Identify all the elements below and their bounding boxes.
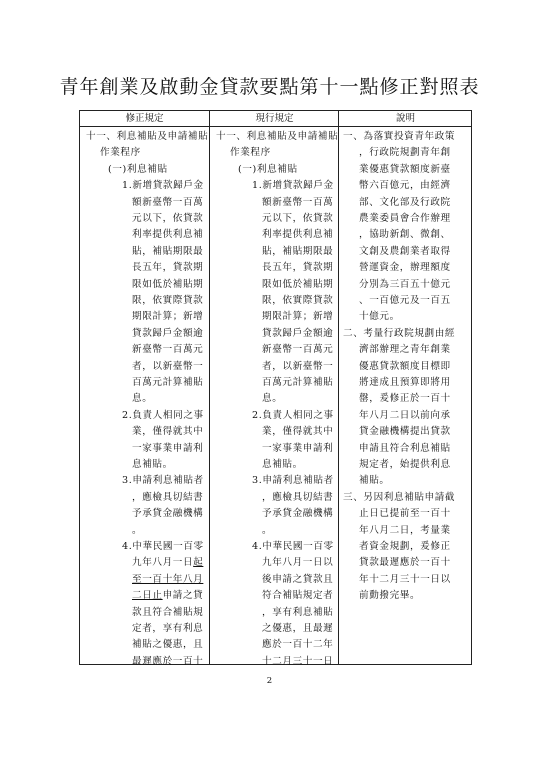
current-line-text: ，享有利息補貼: [262, 606, 334, 618]
note-line: [359, 557, 451, 568]
current-line: [262, 262, 333, 273]
current-line-text: 新臺幣一百萬元: [262, 344, 334, 356]
revised-line: [132, 623, 203, 634]
current-line-text: 予承貸金融機構: [262, 508, 334, 520]
revised-line-text: 利率提供利息補: [132, 229, 204, 241]
note-line-text: 三、另因利息補貼申請截: [343, 491, 456, 503]
current-line-text: 限如低於補貼期: [262, 278, 334, 290]
current-line-text: 九年八月一日以: [262, 557, 334, 569]
current-line: [252, 475, 334, 486]
note-line: [359, 279, 451, 290]
current-line: [238, 164, 298, 175]
current-line-text: 。: [262, 524, 273, 536]
revised-line-text: ，應檢具切結書: [132, 491, 204, 503]
revised-line-text: 業，僅得就其中: [132, 426, 204, 438]
current-line: [252, 541, 334, 552]
current-line: [262, 393, 282, 404]
revised-line-text: 作業程序: [100, 147, 141, 159]
revised-line: [132, 213, 203, 224]
current-line: [262, 328, 333, 339]
note-line: [359, 180, 451, 191]
revised-line: [122, 410, 204, 421]
current-line: [262, 508, 333, 519]
revised-line: [132, 361, 203, 372]
note-line-text: 一、為落實投資青年政策: [343, 131, 456, 142]
note-line-text: 業優惠貸款額度新臺: [359, 163, 451, 175]
revised-line-text: 息。: [132, 393, 153, 405]
current-line: [262, 426, 333, 437]
current-line: [230, 147, 271, 158]
revised-underlined-text: 二日止: [132, 590, 163, 602]
revised-line-text: 元以下，依貸款: [132, 213, 204, 224]
revised-line: [132, 377, 203, 388]
revised-underlined-text: 起: [193, 557, 204, 569]
page-title: 青年創業及啟動金貸款要點第十一點修正對照表: [59, 76, 480, 98]
note-line-text: 年十二月三十一日以: [359, 573, 451, 585]
current-line: [262, 574, 333, 585]
revised-line-text: 息補貼。: [132, 459, 173, 470]
note-line: [359, 525, 451, 536]
current-line-text: 期限計算；新增: [262, 311, 334, 323]
note-header: 說明: [339, 111, 472, 127]
note-line-text: 申請且符合利息補貼: [359, 442, 451, 454]
revised-line: [132, 262, 203, 273]
revised-line-text: 限，依實際貸款: [132, 295, 204, 306]
revised-line-text: 。: [132, 524, 143, 536]
current-line-text: 2.負責人相同之事: [252, 409, 334, 421]
note-line: [359, 197, 451, 208]
note-line: [359, 262, 451, 273]
note-line-text: 二、考量行政院規劃由經: [343, 327, 456, 339]
comparison-table: [79, 110, 472, 665]
current-line-text: 限，依實際貸款: [262, 295, 334, 306]
revised-header: 修正規定: [80, 111, 209, 127]
current-line-text: 長五年，貸款期: [262, 262, 334, 274]
revised-line-text: 申請之貸: [162, 590, 204, 602]
note-line: [359, 426, 451, 437]
revised-line: [122, 541, 204, 552]
note-line-text: 罄，爰修正於一百十: [359, 393, 451, 405]
current-line-text: 作業程序: [230, 147, 271, 159]
revised-line-text: 2.負責人相同之事: [122, 409, 204, 421]
note-line: [343, 328, 455, 339]
current-line-text: 十一、利息補貼及申請補貼: [216, 131, 339, 142]
revised-line-text: 期限計算；新增: [132, 311, 204, 323]
note-line-text: 將達成且預算即將用: [359, 377, 451, 388]
current-line-text: 百萬元計算補貼: [262, 377, 334, 388]
revised-line: [132, 426, 203, 437]
revised-line-text: 貸款歸戶金額逾: [132, 327, 204, 339]
revised-line-text: 定者，享有利息: [132, 623, 204, 634]
current-line: [252, 410, 334, 421]
current-line: [262, 525, 272, 536]
note-line: [359, 361, 451, 372]
current-line: [262, 607, 333, 618]
revised-line-text: (一)利息補貼: [108, 163, 168, 175]
current-line-text: 者，以新臺幣一: [262, 360, 334, 372]
revised-line-text: 1.新增貸款歸戶金: [122, 180, 204, 192]
note-line: [359, 475, 390, 486]
note-line: [359, 590, 420, 601]
current-line: [262, 213, 333, 224]
current-header: 現行規定: [210, 111, 339, 127]
note-column: [338, 111, 472, 664]
note-line: [359, 574, 451, 585]
current-line-text: 十二月三十一日: [262, 655, 334, 667]
current-line: [262, 590, 333, 601]
note-line-text: 前動撥完畢。: [359, 590, 421, 602]
revised-line-text: 予承貸金融機構: [132, 508, 204, 520]
revised-line-text: 百萬元計算補貼: [132, 377, 204, 388]
current-line-text: (一)利息補貼: [238, 163, 298, 175]
current-line: [262, 639, 333, 650]
current-line: [262, 311, 333, 322]
current-line: [262, 246, 333, 257]
note-line-text: 年八月二日，考量業: [359, 524, 451, 536]
revised-line: [132, 393, 152, 404]
revised-line: [132, 525, 142, 536]
revised-line: [132, 246, 203, 257]
note-line-text: 、一百億元及一百五: [359, 295, 451, 306]
note-line: [359, 443, 451, 454]
note-line: [359, 459, 451, 470]
revised-line-text: 額新臺幣一百萬: [132, 196, 204, 208]
note-line: [359, 246, 451, 257]
current-line-text: 應於一百十二年: [262, 639, 334, 651]
current-line: [262, 197, 333, 208]
note-line: [359, 410, 451, 421]
current-line-text: 4.中華民國一百零: [252, 541, 334, 552]
revised-line: [132, 508, 203, 519]
current-line-text: 利率提供利息補: [262, 229, 334, 241]
current-line-text: 3.申請利息補貼者: [252, 475, 334, 487]
note-line-text: 幣六百億元，由經濟: [359, 180, 451, 192]
revised-underlined-text: 至一百十年八月: [132, 573, 204, 585]
note-line-text: ，行政院規劃青年創: [359, 147, 451, 159]
note-line-text: 規定者，始提供利息: [359, 459, 451, 470]
current-line: [262, 443, 333, 454]
note-line-text: 優惠貸款額度目標即: [359, 360, 451, 372]
revised-line: [132, 229, 203, 240]
note-line-text: 止日已提前至一百十: [359, 508, 451, 520]
revised-line: [100, 147, 141, 158]
current-line: [262, 361, 333, 372]
note-line: [359, 344, 451, 355]
revised-line: [132, 590, 203, 601]
revised-line-text: 新臺幣一百萬元: [132, 344, 204, 356]
revised-line: [132, 279, 203, 290]
current-line-text: ，應檢具切結書: [262, 491, 334, 503]
revised-line-text: 十一、利息補貼及申請補貼: [86, 131, 209, 142]
note-line: [359, 147, 451, 158]
note-line: [343, 131, 455, 142]
current-line-text: 貼，補貼期限最: [262, 245, 334, 257]
current-line-text: 1.新增貸款歸戶金: [252, 180, 334, 192]
revised-line-text: 4.中華民國一百零: [122, 541, 204, 552]
note-line: [359, 393, 451, 404]
revised-line: [132, 443, 203, 454]
note-line: [359, 311, 400, 322]
current-line: [262, 377, 333, 388]
revised-line-text: 九年八月一日: [132, 557, 194, 569]
note-line-text: 者資金規劃，爰修正: [359, 541, 451, 552]
note-line: [359, 541, 451, 552]
revised-line: [132, 639, 203, 650]
revised-line-text: 貼，補貼期限最: [132, 245, 204, 257]
page-number: 2: [266, 676, 273, 686]
note-line-text: 部、文化部及行政院: [359, 196, 451, 208]
current-line: [262, 656, 333, 667]
current-line-text: 一家事業申請利: [262, 442, 334, 454]
note-line: [343, 492, 455, 503]
revised-line-text: 者，以新臺幣一: [132, 360, 204, 372]
revised-line-text: 款且符合補貼規: [132, 606, 204, 618]
note-line-text: 濟部辦理之青年創業: [359, 344, 451, 356]
revised-column: [80, 111, 209, 667]
current-line: [262, 623, 333, 634]
revised-line-text: 長五年，貸款期: [132, 262, 204, 274]
revised-line: [132, 459, 173, 470]
current-line: [262, 279, 333, 290]
current-line: [216, 131, 338, 142]
revised-line: [132, 607, 203, 618]
current-line-text: 符合補貼規定者: [262, 590, 334, 602]
note-line-text: 補貼。: [359, 475, 390, 487]
revised-line: [132, 492, 203, 503]
revised-line: [132, 197, 203, 208]
note-line: [359, 508, 451, 519]
current-line: [262, 295, 333, 306]
current-line: [262, 492, 333, 503]
current-line: [262, 459, 303, 470]
note-line-text: 年八月二日以前向承: [359, 409, 451, 421]
note-line-text: 營運資金，辦理額度: [359, 262, 451, 274]
note-line-text: ，協助新創、微創、: [359, 229, 451, 241]
current-line: [252, 180, 334, 191]
revised-line-text: 限如低於補貼期: [132, 278, 204, 290]
current-column: [209, 111, 339, 667]
revised-line: [132, 557, 203, 568]
current-line: [262, 557, 333, 568]
current-line-text: 息。: [262, 393, 283, 405]
note-line-text: 農業委員會合作辦理: [359, 213, 451, 224]
note-line-text: 貸金融機構提出貸款: [359, 426, 451, 438]
revised-line-text: 最遲應於一百十: [132, 655, 204, 667]
current-line: [262, 229, 333, 240]
current-line-text: 貸款歸戶金額逾: [262, 327, 334, 339]
note-line-text: 分別為三百五十億元: [359, 278, 451, 290]
note-line-text: 十億元。: [359, 311, 400, 323]
current-line-text: 後申請之貸款且: [262, 573, 334, 585]
revised-line: [122, 475, 204, 486]
revised-line: [132, 295, 203, 306]
note-line: [359, 295, 451, 306]
revised-line: [108, 164, 168, 175]
revised-line: [122, 180, 204, 191]
revised-line-text: 一家事業申請利: [132, 442, 204, 454]
note-line: [359, 377, 451, 388]
revised-line-text: 補貼之優惠，且: [132, 639, 204, 651]
note-line: [359, 164, 451, 175]
revised-line-text: 3.申請利息補貼者: [122, 475, 204, 487]
note-line-text: 文創及農創業者取得: [359, 245, 451, 257]
current-line-text: 息補貼。: [262, 459, 303, 470]
current-line-text: 額新臺幣一百萬: [262, 196, 334, 208]
current-line-text: 元以下，依貸款: [262, 213, 334, 224]
revised-line: [132, 344, 203, 355]
current-line-text: 之優惠，且最遲: [262, 623, 334, 634]
note-line: [359, 213, 451, 224]
current-line: [262, 344, 333, 355]
note-line: [359, 229, 451, 240]
revised-line: [132, 656, 203, 667]
revised-line: [86, 131, 208, 142]
note-line-text: 貸款最遲應於一百十: [359, 557, 451, 569]
current-line-text: 業，僅得就其中: [262, 426, 334, 438]
revised-line: [132, 574, 203, 585]
revised-line: [132, 328, 203, 339]
revised-line: [132, 311, 203, 322]
